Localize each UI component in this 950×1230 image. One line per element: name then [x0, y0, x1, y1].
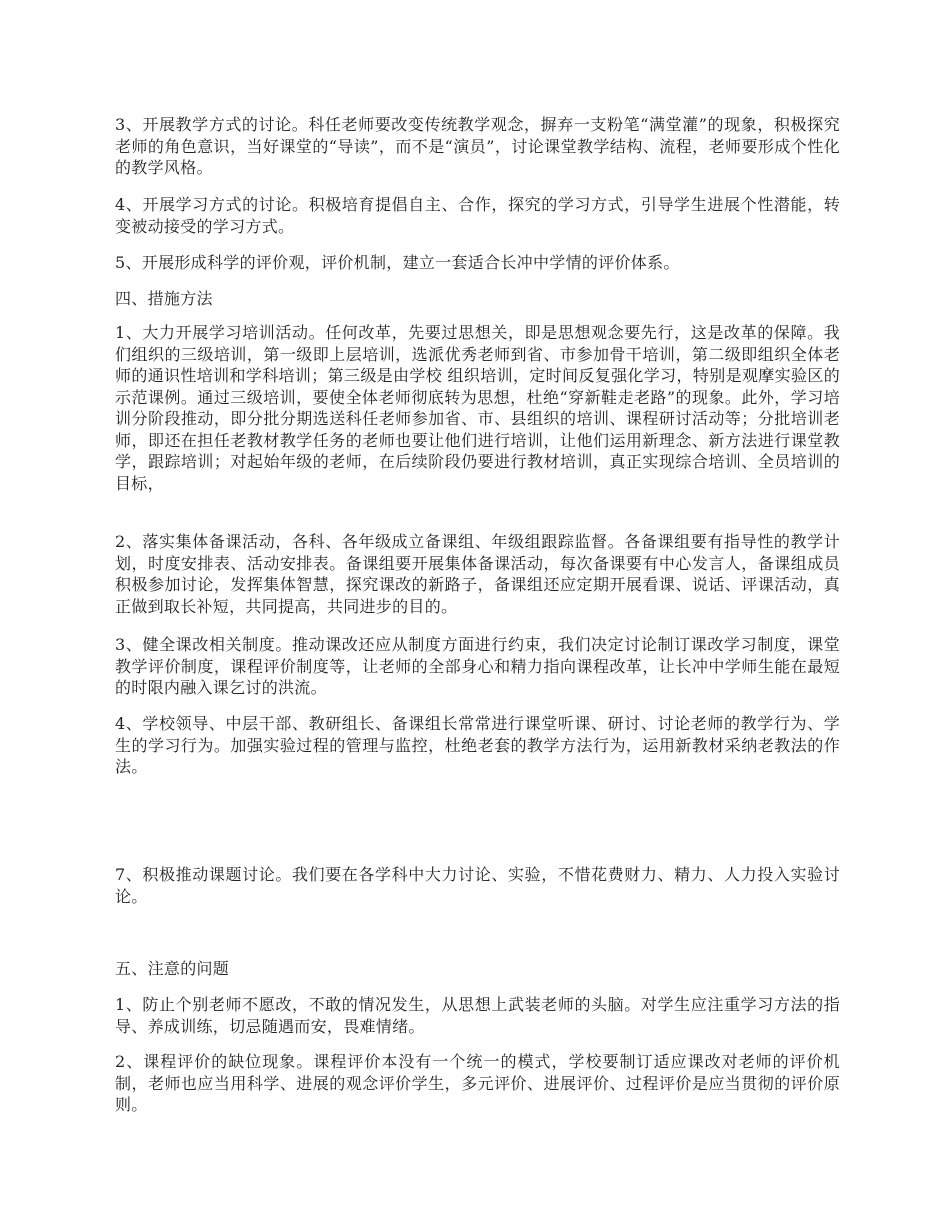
- paragraph-learning-method: 4、开展学习方式的讨论。积极培育提倡自主、合作，探究的学习方式，引导学生进展个性潜能，转变被动接受的学习方式。: [115, 195, 840, 236]
- paragraph-evaluation-gap: 2、课程评价的缺位现象。课程评价本没有一个统一的模式，学校要制订适应课改对老师的评价机制，老师也应当用科学、进展的观念评价学生，多元评价、进展评价、过程评价是应当贯彻的评价原则。: [115, 1052, 840, 1114]
- paragraph-evaluation-view: 5、开展形成科学的评价观，评价机制，建立一套适合长冲中学情的评价体系。: [115, 253, 680, 272]
- section-heading-issues: 五、注意的问题: [115, 959, 230, 978]
- paragraph-research-topics: 7、积极推动课题讨论。我们要在各学科中大力讨论、实验，不惜花费财力、精力、人力投入实验讨论。: [115, 865, 840, 906]
- paragraph-collective-lesson-prep: 2、落实集体备课活动，各科、各年级成立备课组、年级组跟踪监督。各备课组要有指导性的教学计划，时度安排表、活动安排表。备课组要开展集体备课活动，每次备课要有中心发言人，备课组成员积极参加讨论，发挥集体智慧，探究课改的新路子，备课组还应定期开展看课、说话、评课活动，真正做到取长补短，共同提高，共同进步的目的。: [115, 532, 840, 616]
- section-heading-measures: 四、措施方法: [115, 289, 213, 308]
- paragraph-prevent-reluctance: 1、防止个别老师不愿改，不敢的情况发生，从思想上武装老师的头脑。对学生应注重学习方法的指导、养成训练，切忌随遇而安，畏难情绪。: [115, 995, 840, 1036]
- paragraph-leadership: 4、学校领导、中层干部、教研组长、备课组长常常进行课堂听课、研讨、讨论老师的教学行为、学生的学习行为。加强实验过程的管理与监控，杜绝老套的教学方法行为，运用新教材采纳老教法的作法。: [115, 714, 840, 776]
- paragraph-training: 1、大力开展学习培训活动。任何改革，先要过思想关，即是思想观念要先行，这是改革的保障。我们组织的三级培训，第一级即上层培训，选派优秀老师到省、市参加骨干培训，第二级即组织全体老师的通识性培训和学科培训；第三级是由学校 组织培训，定时间反复强化学习，特别是观摩实验区的示范课例。通过三级培训，要使全体老师彻底转为思想，杜绝“穿新鞋走老路”的现象。此外，学习培训分阶段推动，即分批分期选送科任老师参加省、市、县组织的培训、课程研讨活动等；分批培训老师，即还在担任老教材教学任务的老师也要让他们进行培训，让他们运用新理念、新方法进行课堂教学，跟踪培训；对起始年级的老师，在后续阶段仍要进行教材培训，真正实现综合培训、全员培训的目标，: [115, 323, 840, 493]
- paragraph-system: 3、健全课改相关制度。推动课改还应从制度方面进行约束，我们决定讨论制订课改学习制度，课堂教学评价制度，课程评价制度等，让老师的全部身心和精力指向课程改革，让长冲中学师生能在最短的时限内融入课乞讨的洪流。: [115, 635, 840, 697]
- paragraph-teaching-method: 3、开展教学方式的讨论。科任老师要改变传统教学观念，摒弃一支粉笔“满堂灌”的现象，积极探究老师的角色意识，当好课堂的“导读”，而不是“演员”，讨论课堂教学结构、流程，老师要形成个性化的教学风格。: [115, 115, 840, 177]
